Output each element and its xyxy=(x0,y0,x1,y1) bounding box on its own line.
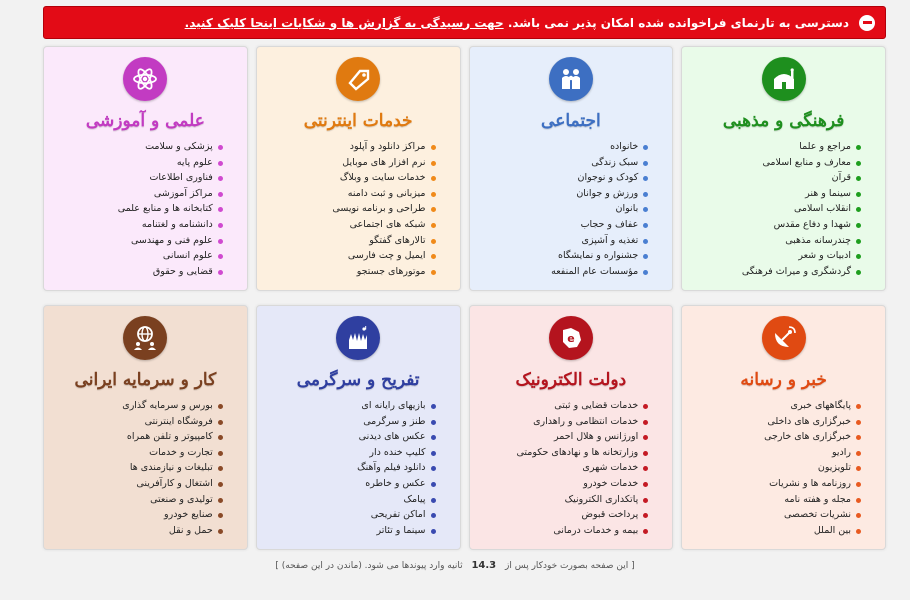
category-title[interactable]: خدمات اینترنتی xyxy=(303,111,413,131)
iran-map-e-icon[interactable] xyxy=(549,316,593,360)
redirect-suffix: ثانیه وارد پیوندها می شود. (ماندن در این صفحه) ] xyxy=(275,561,463,571)
category-link[interactable]: عکس و خاطره xyxy=(267,476,436,492)
category-link[interactable]: ایمیل و چت فارسی xyxy=(267,248,436,264)
category-link[interactable]: جشنواره و نمایشگاه xyxy=(480,248,649,264)
category-link[interactable]: طراحی و برنامه نویسی xyxy=(267,201,436,217)
category-link[interactable]: علوم فنی و مهندسی xyxy=(54,233,223,249)
category-links xyxy=(267,139,450,279)
category-link[interactable]: مراکز دانلود و آپلود xyxy=(267,139,436,155)
category-link[interactable]: سینما و هنر xyxy=(692,186,861,202)
atom-icon[interactable] xyxy=(123,57,167,101)
category-link[interactable]: بانوان xyxy=(480,201,649,217)
category-link[interactable]: شهدا و دفاع مقدس xyxy=(692,217,861,233)
category-link[interactable]: صنایع خودرو xyxy=(54,507,223,523)
category-link[interactable]: قضایی و حقوق xyxy=(54,264,223,280)
category-links xyxy=(692,139,875,279)
alert-message xyxy=(185,16,849,30)
category-link[interactable]: معارف و منابع اسلامی xyxy=(692,155,861,171)
category-link[interactable]: مجله و هفته نامه xyxy=(692,492,861,508)
category-link[interactable]: پرداخت قبوض xyxy=(480,507,649,523)
category-link[interactable]: اورژانس و هلال احمر xyxy=(480,429,649,445)
category-link[interactable]: تجارت و خدمات xyxy=(54,445,223,461)
svg-text:e: e xyxy=(567,332,575,345)
satellite-dish-icon[interactable] xyxy=(762,316,806,360)
category-links xyxy=(692,398,875,538)
category-link[interactable]: بین الملل xyxy=(692,523,861,539)
price-tag-icon[interactable] xyxy=(336,57,380,101)
category-link[interactable]: خدمات شهری xyxy=(480,460,649,476)
category-title[interactable]: فرهنگی و مذهبی xyxy=(722,111,845,131)
category-link[interactable]: موتورهای جستجو xyxy=(267,264,436,280)
category-link[interactable]: گردشگری و میراث فرهنگی xyxy=(692,264,861,280)
category-link[interactable]: مؤسسات عام المنفعه xyxy=(480,264,649,280)
category-card xyxy=(43,305,248,550)
category-link[interactable]: بورس و سرمایه گذاری xyxy=(54,398,223,414)
category-link[interactable]: مراجع و علما xyxy=(692,139,861,155)
category-link[interactable]: کلیپ خنده دار xyxy=(267,445,436,461)
category-link[interactable]: کودک و نوجوان xyxy=(480,170,649,186)
category-card xyxy=(681,46,886,291)
category-card xyxy=(43,46,248,291)
category-links xyxy=(267,398,450,538)
category-link[interactable]: چندرسانه مذهبی xyxy=(692,233,861,249)
category-link[interactable]: قرآن xyxy=(692,170,861,186)
category-links xyxy=(480,398,663,538)
category-link[interactable]: ادبیات و شعر xyxy=(692,248,861,264)
category-link[interactable]: خدمات قضایی و ثبتی xyxy=(480,398,649,414)
category-card xyxy=(469,305,674,550)
access-denied-alert xyxy=(43,6,886,39)
category-link[interactable]: کتابخانه ها و منابع علمی xyxy=(54,201,223,217)
category-link[interactable]: سبک زندگی xyxy=(480,155,649,171)
category-title[interactable]: اجتماعی xyxy=(541,111,601,131)
category-link[interactable]: میزبانی و ثبت دامنه xyxy=(267,186,436,202)
redirect-prefix: [ این صفحه بصورت خودکار پس از xyxy=(505,561,635,571)
category-link[interactable]: حمل و نقل xyxy=(54,523,223,539)
category-link[interactable]: تبلیغات و نیازمندی ها xyxy=(54,460,223,476)
category-link[interactable]: تلویزیون xyxy=(692,460,861,476)
family-icon[interactable] xyxy=(549,57,593,101)
category-link[interactable]: رادیو xyxy=(692,445,861,461)
category-link[interactable]: خدمات انتظامی و راهداری xyxy=(480,414,649,430)
category-link[interactable]: بیمه و خدمات درمانی xyxy=(480,523,649,539)
category-link[interactable]: دانشنامه و لغتنامه xyxy=(54,217,223,233)
category-link[interactable]: روزنامه ها و نشریات xyxy=(692,476,861,492)
category-card xyxy=(681,305,886,550)
category-link[interactable]: علوم پایه xyxy=(54,155,223,171)
category-link[interactable]: طنز و سرگرمی xyxy=(267,414,436,430)
category-grid xyxy=(43,46,886,550)
category-link[interactable]: اماکن تفریحی xyxy=(267,507,436,523)
category-links xyxy=(480,139,663,279)
redirect-seconds: 14.3 xyxy=(471,560,497,571)
complaint-link[interactable]: جهت رسیدگی به گزارش ها و شکایات اینجا کلیک کنید. xyxy=(184,15,504,30)
category-title[interactable]: تفریح و سرگرمی xyxy=(296,370,420,390)
category-link[interactable]: انقلاب اسلامی xyxy=(692,201,861,217)
category-link[interactable]: کامپیوتر و تلفن همراه xyxy=(54,429,223,445)
category-link[interactable]: خبرگزاری های خارجی xyxy=(692,429,861,445)
mosque-icon[interactable] xyxy=(762,57,806,101)
alert-text: دسترسی به تارنمای فراخوانده شده امکان پذیر نمی باشد. xyxy=(507,15,849,30)
category-link[interactable]: فروشگاه اینترنتی xyxy=(54,414,223,430)
category-link[interactable]: پیامک xyxy=(267,492,436,508)
category-link[interactable]: خبرگزاری های داخلی xyxy=(692,414,861,430)
category-link[interactable]: خدمات خودرو xyxy=(480,476,649,492)
category-link[interactable]: پاتکداری الکترونیک xyxy=(480,492,649,508)
category-link[interactable]: خدمات سایت و وبلاگ xyxy=(267,170,436,186)
category-title[interactable]: خبر و رسانه xyxy=(740,370,827,390)
category-title[interactable]: دولت الکترونیک xyxy=(515,370,627,390)
category-link[interactable]: دانلود فیلم وآهنگ xyxy=(267,460,436,476)
category-link[interactable]: نشریات تخصصی xyxy=(692,507,861,523)
category-link[interactable]: فناوری اطلاعات xyxy=(54,170,223,186)
category-title[interactable]: علمی و آموزشی xyxy=(85,111,205,131)
category-link[interactable]: تالارهای گفتگو xyxy=(267,233,436,249)
category-link[interactable]: نرم افزار های موبایل xyxy=(267,155,436,171)
globe-people-icon[interactable] xyxy=(123,316,167,360)
category-card xyxy=(469,46,674,291)
category-link[interactable]: تولیدی و صنعتی xyxy=(54,492,223,508)
no-entry-icon xyxy=(859,15,875,31)
category-title[interactable]: کار و سرمایه ایرانی xyxy=(74,370,217,390)
category-link[interactable]: عکس های دیدنی xyxy=(267,429,436,445)
category-link[interactable]: مراکز آموزشی xyxy=(54,186,223,202)
category-link[interactable]: تغذیه و آشپزی xyxy=(480,233,649,249)
category-link[interactable]: سینما و تئاتر xyxy=(267,523,436,539)
category-link[interactable]: بازیهای رایانه ای xyxy=(267,398,436,414)
category-card xyxy=(256,46,461,291)
category-links xyxy=(54,398,237,538)
category-link[interactable]: پایگاههای خبری xyxy=(692,398,861,414)
category-links xyxy=(54,139,237,279)
category-link[interactable]: خانواده xyxy=(480,139,649,155)
category-link[interactable]: عفاف و حجاب xyxy=(480,217,649,233)
category-link[interactable]: وزارتخانه ها و نهادهای حکومتی xyxy=(480,445,649,461)
category-card xyxy=(256,305,461,550)
category-link[interactable]: شبکه های اجتماعی xyxy=(267,217,436,233)
hands-music-icon[interactable] xyxy=(336,316,380,360)
redirect-notice xyxy=(0,560,910,571)
category-link[interactable]: ورزش و جوانان xyxy=(480,186,649,202)
category-link[interactable]: اشتغال و کارآفرینی xyxy=(54,476,223,492)
category-link[interactable]: علوم انسانی xyxy=(54,248,223,264)
category-link[interactable]: پزشکی و سلامت xyxy=(54,139,223,155)
